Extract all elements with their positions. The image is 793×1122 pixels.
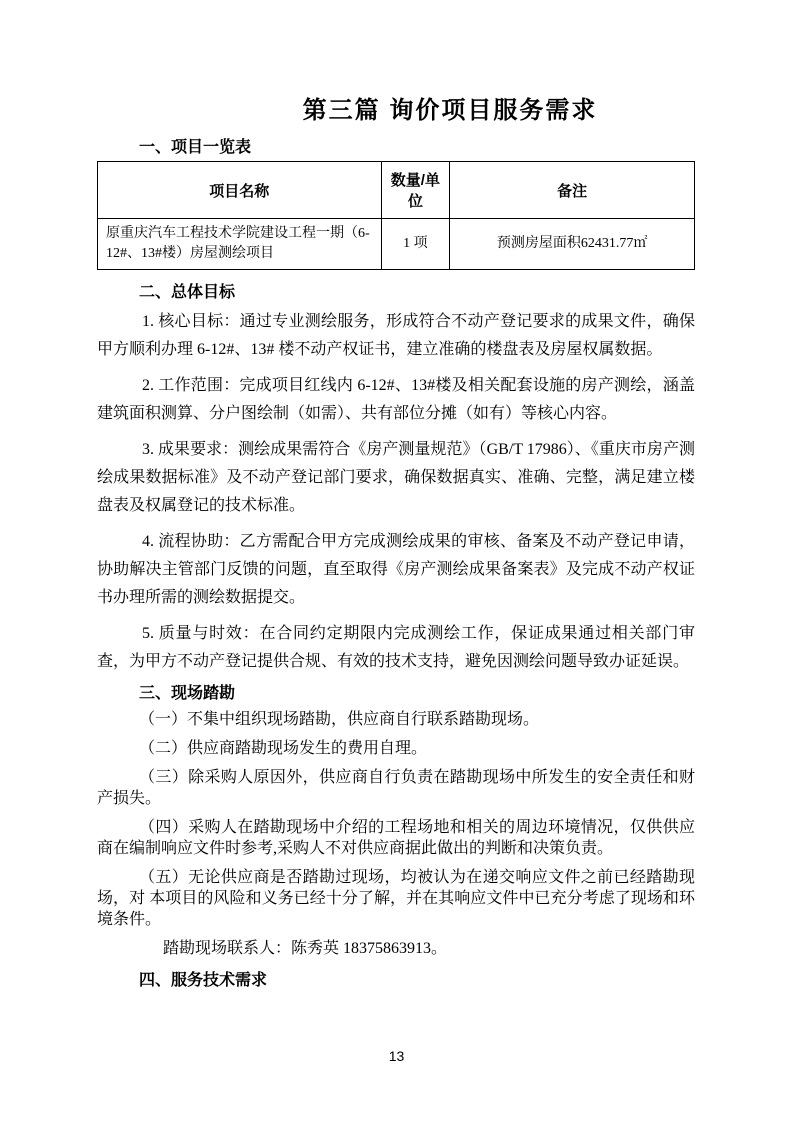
survey-contact-line: 踏勘现场联系人：陈秀英 18375863913。: [163, 940, 448, 957]
table-header-quantity-unit: 数量/单位: [381, 162, 450, 219]
project-overview-table: [97, 161, 695, 270]
survey-item-4: （四）采购人在踏勘现场中介绍的工程场地和相关的周边环境情况，仅供供应商在编制响应文件时参考,采购人不对供应商据此做出的判断和决策负责。: [97, 819, 695, 857]
survey-item-1: （一）不集中组织现场踏勘，供应商自行联系踏勘现场。: [139, 711, 540, 728]
survey-item-2: （二）供应商踏勘现场发生的费用自理。: [139, 740, 428, 757]
section-heading-goals: 二、总体目标: [139, 284, 236, 301]
goals-paragraph-process-assistance: 4. 流程协助：乙方需配合甲方完成测绘成果的审核、备案及不动产登记申请，协助解决主管部门反馈的问题，直至取得《房产测绘成果备案表》及完成不动产权证书办理所需的测绘数据提交。: [97, 533, 695, 606]
goals-paragraph-core-goal: 1. 核心目标：通过专业测绘服务，形成符合不动产登记要求的成果文件，确保甲方顺利办理 6-12#、13# 楼不动产权证书，建立准确的楼盘表及房屋权属数据。: [97, 313, 695, 358]
table-row: [98, 219, 695, 270]
survey-item-3: （三）除采购人原因外，供应商自行负责在踏勘现场中所发生的安全责任和财产损失。: [97, 769, 695, 807]
section-heading-tech-requirements: 四、服务技术需求: [139, 972, 268, 989]
page-title: 第三篇 询价项目服务需求: [302, 97, 598, 124]
section-heading-overview: 一、项目一览表: [139, 139, 252, 156]
page-number: 13: [388, 1048, 405, 1064]
table-cell-quantity: 1 项: [381, 219, 450, 270]
table-cell-project-name: 原重庆汽车工程技术学院建设工程一期（6-12#、13#楼）房屋测绘项目: [98, 219, 382, 270]
section-heading-site-survey: 三、现场踏勘: [139, 685, 236, 702]
goals-paragraph-work-scope: 2. 工作范围：完成项目红线内 6-12#、13#楼及相关配套设施的房产测绘，涵盖建筑面积测算、分户图绘制（如需）、共有部位分摊（如有）等核心内容。: [97, 377, 695, 422]
table-header-row: [98, 162, 695, 219]
goals-paragraph-result-requirements: 3. 成果要求：测绘成果需符合《房产测量规范》（GB/T 17986）、《重庆市房产测绘成果数据标准》及不动产登记部门要求，确保数据真实、准确、完整，满足建立楼盘表及权属登记的技术标准。: [97, 441, 695, 514]
goals-paragraph-quality-timeliness: 5. 质量与时效：在合同约定期限内完成测绘工作，保证成果通过相关部门审查，为甲方不动产登记提供合规、有效的技术支持，避免因测绘问题导致办证延误。: [97, 625, 695, 670]
table-header-remark: 备注: [450, 162, 695, 219]
table-header-project-name: 项目名称: [98, 162, 382, 219]
table-cell-remark: 预测房屋面积62431.77㎡: [450, 219, 695, 270]
survey-item-5: （五）无论供应商是否踏勘过现场，均被认为在递交响应文件之前已经踏勘现场，对 本项目的风险和义务已经十分了解，并在其响应文件中已充分考虑了现场和环境条件。: [97, 869, 695, 928]
